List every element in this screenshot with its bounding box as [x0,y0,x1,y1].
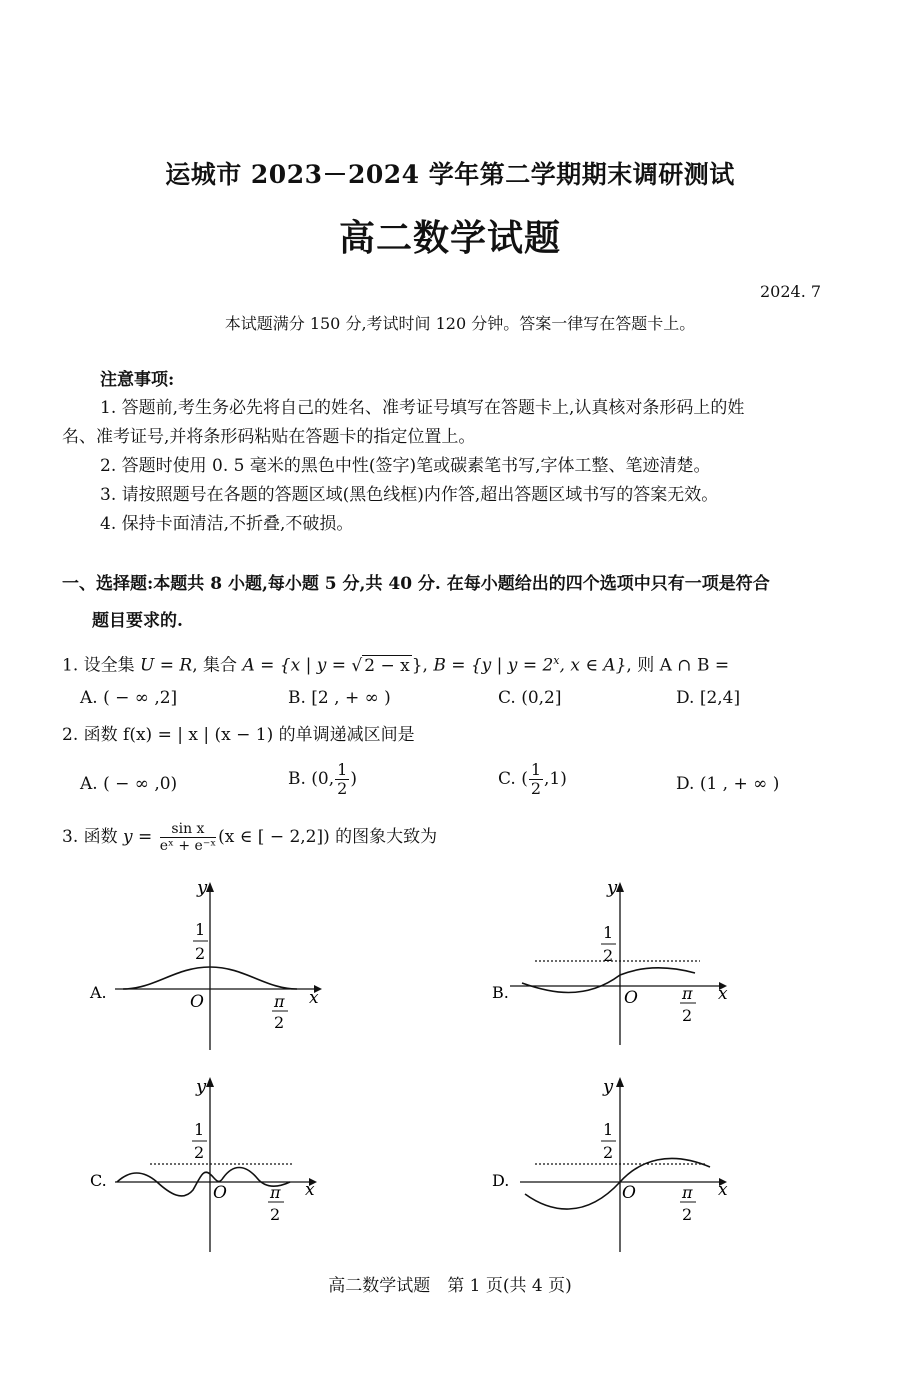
exam-info: 本试题满分 150 分,考试时间 120 分钟。答案一律写在答题卡上。 [224,314,696,333]
graph-d-two: 2 [682,1205,693,1224]
q2-option-a[interactable]: A. ( − ∞ ,0) [80,774,178,794]
question-2: 2. 函数 f(x) = | x | (x − 1) 的单调递减区间是 [62,725,415,745]
notice-item-4: 4. 保持卡面清洁,不折叠,不破损。 [100,514,354,534]
graph-b-label: B. [492,983,509,1002]
graph-b-two: 2 [682,1006,693,1025]
graph-a-x-label: x [309,988,319,1008]
graph-a-y-label: y [197,877,208,898]
notice-title: 注意事项: [100,370,175,390]
q2-option-c[interactable]: C. ( $\frac{1}{2}$ ,1) [498,760,567,798]
q2-option-d[interactable]: D. (1 , + ∞ ) [676,774,780,794]
q1-option-a[interactable]: A. ( − ∞ ,2] [80,688,178,708]
graph-d-label: D. [492,1171,510,1190]
graph-b-y-label: y [607,877,618,898]
graph-d-y-label: y [603,1076,614,1097]
graph-b-origin: O [624,988,638,1008]
graph-c-label: C. [90,1171,107,1190]
graph-a-two: 2 [274,1013,285,1032]
notice-item-1-line2: 名、准考证号,并将条形码粘贴在答题卡的指定位置上。 [62,427,476,447]
q1-option-d[interactable]: D. [2,4] [676,688,741,708]
exam-header-title: 运城市 2023－2024 学年第二学期期末调研测试 [165,160,735,189]
graph-c-pi: π [270,1183,281,1202]
notice-item-2: 2. 答题时使用 0. 5 毫米的黑色中性(签字)笔或碳素笔书写,字体工整、笔迹清楚。 [100,456,711,476]
graph-b-x-label: x [718,984,728,1004]
graph-d-origin: O [622,1183,636,1203]
graph-d-half-num: 1 [603,1120,614,1139]
graph-option-a[interactable] [85,875,345,1055]
graph-a-origin: O [190,992,204,1012]
q2-option-b[interactable]: B. (0, $\frac{1}{2}$ ) [288,760,357,798]
graph-option-c[interactable] [85,1070,345,1255]
graph-c-origin: O [213,1183,227,1203]
page-footer: 高二数学试题 第 1 页(共 4 页) [328,1276,572,1296]
q1-option-c[interactable]: C. (0,2] [498,688,562,708]
graph-option-b[interactable] [490,875,750,1055]
exam-subject-title: 高二数学试题 [338,217,561,259]
graph-c-two: 2 [270,1205,281,1224]
notice-item-1-line1: 1. 答题前,考生务必先将自己的姓名、准考证号填写在答题卡上,认真核对条形码上的姓 [100,398,745,418]
graph-a-half-num: 1 [195,920,206,939]
graph-b-half-den: 2 [603,946,614,965]
graph-b-half-num: 1 [603,923,614,942]
notice-item-3: 3. 请按照题号在各题的答题区域(黑色线框)内作答,超出答题区域书写的答案无效。 [100,485,719,505]
question-1: 1. 设全集 U = R, 集合 A = {x | y = √ 2 − x }, B = {y | $y = 2^x$, x ∈ A}, 则 A ∩ B = [62,654,730,676]
graph-c-x-label: x [305,1180,315,1200]
section-1-heading: 一、选择题:本题共 8 小题,每小题 5 分,共 40 分. 在每小题给出的四个选项中只有一项是符合 [62,574,770,594]
graph-option-d[interactable] [490,1070,750,1255]
graph-a-half-den: 2 [195,944,206,963]
graph-c-half-num: 1 [194,1120,205,1139]
graph-c-half-den: 2 [194,1143,205,1162]
q1-option-b[interactable]: B. [2 , + ∞ ) [288,688,391,708]
section-1-heading-cont: 题目要求的. [92,611,183,631]
graph-a-label: A. [90,983,107,1002]
graph-d-pi: π [682,1183,693,1202]
graph-d-x-label: x [718,1180,728,1200]
graph-a-pi: π [274,992,285,1011]
graph-c-y-label: y [196,1076,207,1097]
graph-d-half-den: 2 [603,1143,614,1162]
question-3: 3. 函数 y = $\frac{\text{sin x}}{\text{eˣ + e⁻ˣ}}$ (x ∈ [ − 2,2]) 的图象大致为 [62,821,438,854]
exam-date: 2024. 7 [760,282,822,301]
graph-b-pi: π [682,984,693,1003]
